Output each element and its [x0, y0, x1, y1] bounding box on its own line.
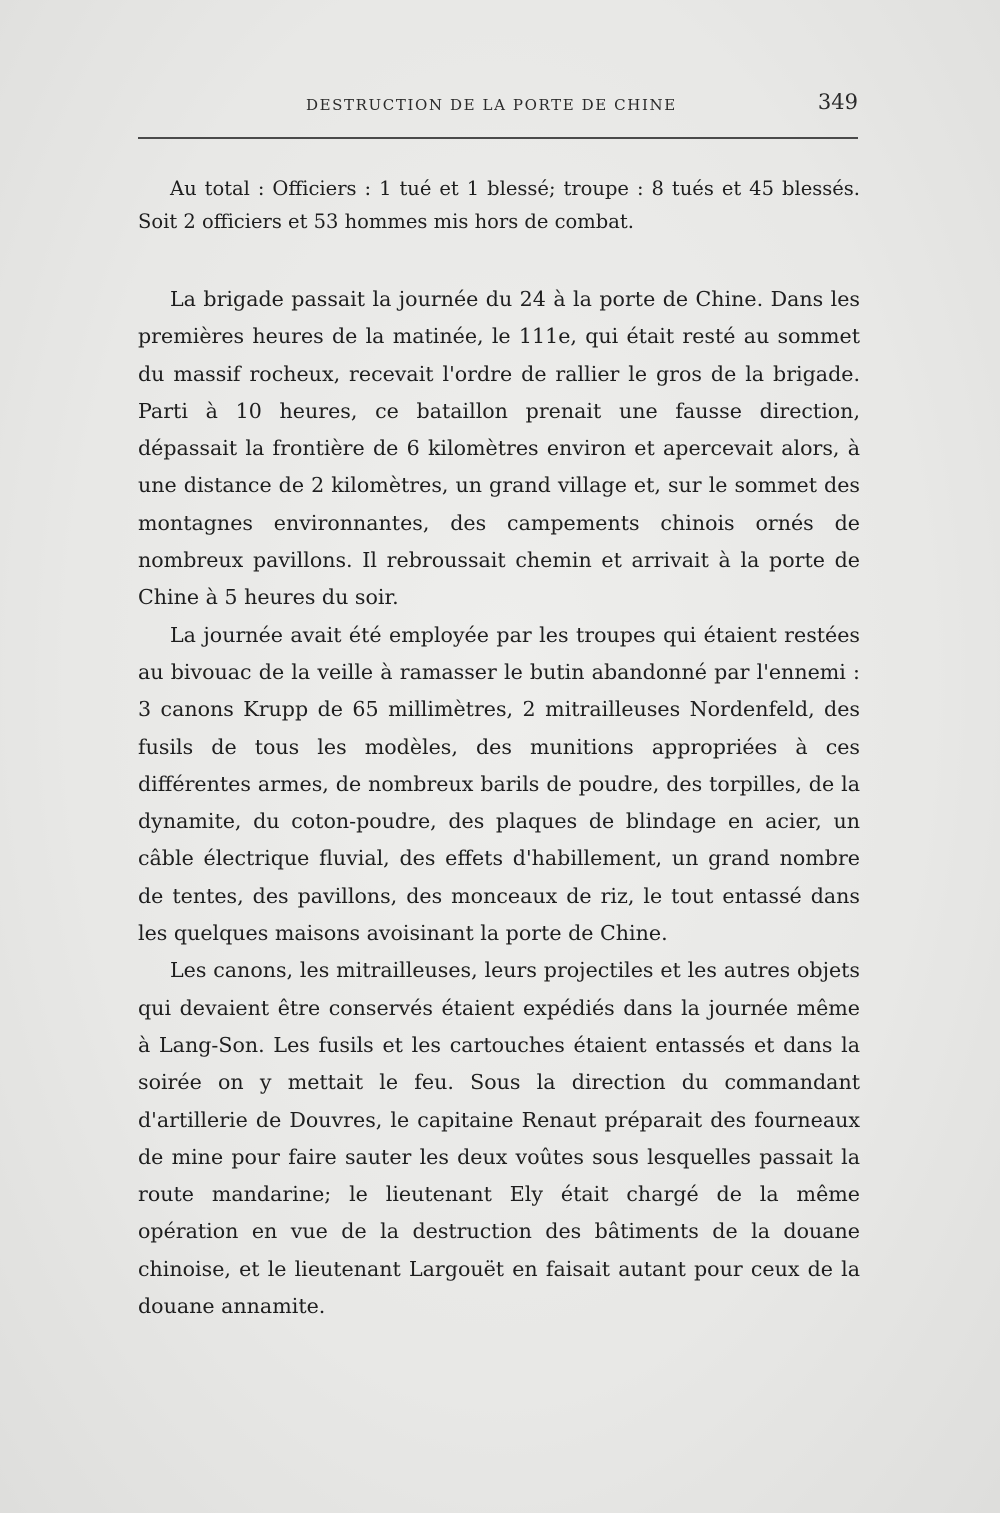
header-rule — [138, 137, 858, 139]
running-head — [138, 88, 858, 128]
paragraph-demolition: Les canons, les mitrailleuses, leurs projectiles et les autres objets qui devaient être conservés étaient expédiés dans la journée même à Lang-Son. Les fusils et les cartouches étaient entassés et dans la soirée on y mettait le feu. Sous la direction du commandant d'artillerie de Douvres, le capitaine Renaut préparait des fourneaux de mine pour faire sauter les deux voûtes sous lesquelles passait la route mandarine; le lieutenant Ely était chargé de la même opération en vue de la destruction des bâtiments de la douane chinoise, et le lieutenant Largouët en faisait autant pour ceux de la douane annamite. — [138, 958, 860, 1319]
paragraph-captured-materiel: La journée avait été employée par les troupes qui étaient restées au bivouac de la veille à ramasser le butin abandonné par l'ennemi : 3 canons Krupp de 65 millimètres, 2 mitrailleuses Nordenfeld, des fusils de tous les modèles, des munitions appropriées à ces différentes armes, de nombreux barils de poudre, des torpilles, de la dynamite, du coton-poudre, des plaques de blindage en acier, un câble électrique fluvial, des effets d'habillement, un grand nombre de tentes, des pavillons, des monceaux de riz, le tout entassé dans les quelques maisons avoisinant la porte de Chine. — [138, 622, 860, 946]
body-text — [138, 172, 860, 1325]
casualty-summary: Au total : Officiers : 1 tué et 1 blessé; troupe : 8 tués et 45 blessés. Soit 2 officiers et 53 hommes mis hors de combat. — [138, 177, 860, 233]
page-number: 349 — [817, 90, 858, 114]
running-title: DESTRUCTION DE LA PORTE DE CHINE — [306, 96, 677, 114]
paragraph-brigade-day: La brigade passait la journée du 24 à la porte de Chine. Dans les premières heures de la matinée, le 111e, qui était resté au sommet du massif rocheux, recevait l'ordre de rallier le gros de la brigade. Parti à 10 heures, ce bataillon prenait une fausse direction, dépassait la frontière de 6 kilomètres environ et apercevait alors, à une distance de 2 kilomètres, un grand village et, sur le sommet des montagnes environnantes, des campements chinois ornés de nombreux pavillons. Il rebroussait chemin et arrivait à la porte de Chine à 5 heures du soir. — [138, 287, 860, 610]
